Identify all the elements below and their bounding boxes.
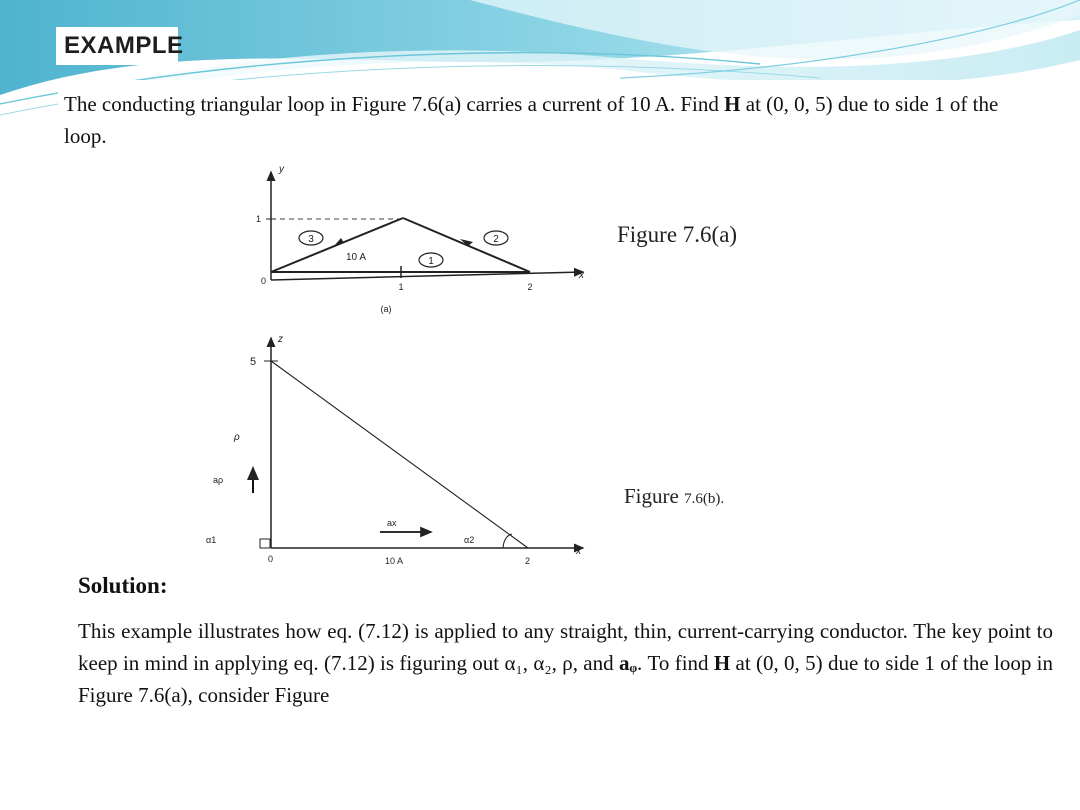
solution-a-phi: aᵩ [618, 651, 637, 675]
problem-text-2: at (0, 0, 5) due to side 1 of the loop. [64, 92, 999, 148]
problem-text-1: The conducting triangular loop in Figure 7.6(a) carries a current of 10 A. Find [64, 92, 725, 116]
fig-b-hypotenuse [271, 361, 528, 548]
fig-a-x-label: x [579, 270, 584, 281]
figure-b-caption-number: 7.6(b). [684, 491, 725, 507]
fig-a-tick-x1-label: 1 [398, 282, 404, 292]
fig-b-tick-z5-label: 5 [250, 356, 257, 368]
fig-b-x-label: x [576, 546, 581, 557]
figure-a [256, 164, 585, 314]
solution-bold-h: H [713, 651, 731, 675]
fig-a-sublabel: (a) [380, 304, 392, 314]
fig-b-rho-label: ρ [234, 432, 240, 443]
fig-a-origin-label: 0 [261, 276, 267, 286]
fig-b-alpha1-label: α1 [206, 535, 217, 545]
fig-b-origin-label: 0 [268, 554, 274, 564]
fig-a-side-2 [403, 218, 530, 272]
solution-text-1: This example illustrates how eq. (7.12) is applied to any straight, thin, current-carrying conductor. The key point to keep in mind in applying eq. (7.12) is figuring out [78, 619, 1053, 675]
figure-b-caption-word: Figure [624, 484, 679, 508]
fig-a-side-3-label: 3 [308, 234, 314, 245]
solution-text-3: . To find [636, 651, 714, 675]
fig-b-right-angle [260, 539, 270, 548]
fig-a-current-label: 10 A [345, 252, 367, 263]
fig-a-tick-y1-label: 1 [256, 214, 262, 224]
solution-paragraph [78, 615, 1053, 711]
fig-b-a-x-label: ax [387, 518, 397, 528]
fig-a-x-axis [271, 272, 583, 280]
fig-a-tick-x2-label: 2 [527, 282, 533, 292]
fig-a-side-2-label: 2 [493, 234, 499, 245]
figure-7-6 [198, 150, 612, 590]
figure-b-caption [624, 484, 724, 509]
fig-a-y-label: y [279, 164, 284, 175]
fig-b-current-label: 10 A [384, 556, 404, 566]
solution-text-2: and [577, 651, 619, 675]
fig-b-alpha2-label: α2 [464, 535, 475, 545]
solution-alphas: α₁, α₂, ρ, [504, 651, 578, 675]
fig-b-a-rho-label: aρ [213, 475, 224, 485]
fig-b-alpha2-arc [503, 534, 512, 548]
fig-b-z-label: z [278, 334, 283, 345]
fig-a-side-1-label: 1 [428, 256, 434, 267]
figure-b [206, 334, 583, 586]
figure-a-caption: Figure 7.6(a) [617, 222, 738, 247]
fig-b-tick-x2-label: 2 [525, 556, 531, 566]
solution-heading: Solution: [78, 573, 168, 598]
solution-text-4: at (0, 0, 5) due to side 1 of the loop in Figure 7.6(a), consider Figure [78, 651, 1053, 707]
problem-statement [64, 88, 1024, 152]
slide-title: EXAMPLE [64, 32, 184, 59]
problem-bold-h: H [724, 92, 741, 116]
